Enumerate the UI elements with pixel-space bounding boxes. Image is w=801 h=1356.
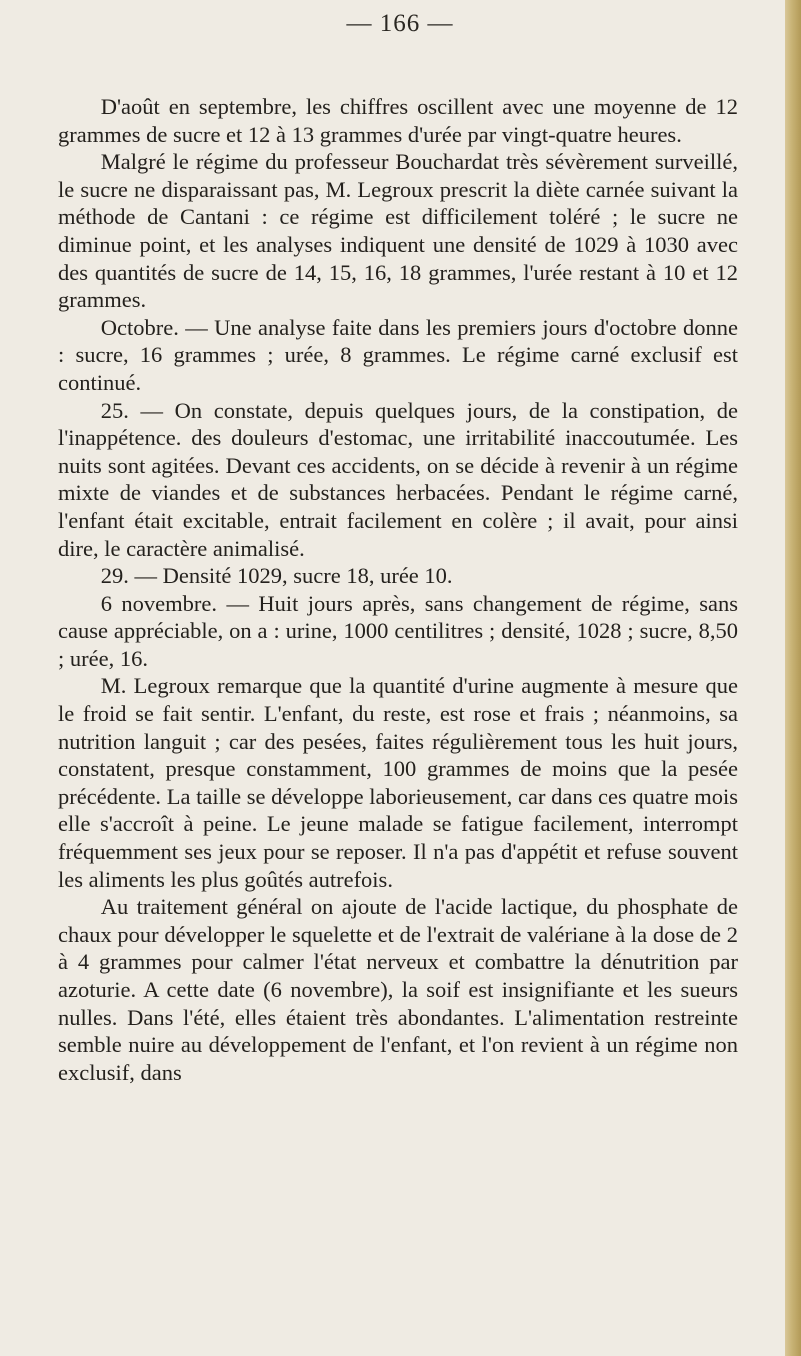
paragraph: Au traitement général on ajoute de l'acide lactique, du phosphate de chaux pour développer le squelette et de l'extrait de valériane à la dose de 2 à 4 grammes pour calmer l'état nerveux et combattre la dénutrition par azoturie. A cette date (6 novembre), la soif est insignifiante et les sueurs nulles. Dans l'été, elles étaient très abondantes. L'alimentation restreinte semble nuire au développement de l'enfant, et l'on revient à un régime non exclusif, dans <box>58 894 738 1085</box>
paragraph: 6 novembre. — Huit jours après, sans changement de régime, sans cause appréciable, on a : urine, 1000 centilitres ; densité, 1028 ; sucre, 8,50 ; urée, 16. <box>58 590 738 671</box>
paragraph: 25. — On constate, depuis quelques jours, de la constipation, de l'inappétence. des douleurs d'estomac, une irritabilité inaccoutumée. Les nuits sont agitées. Devant ces accidents, on se décide à revenir à un régime mixte de viandes et de substances herbacées. Pendant le régime carné, l'enfant était excitable, entrait facilement en colère ; il avait, pour ainsi dire, le caractère animalisé. <box>58 397 738 561</box>
paragraph: Octobre. — Une analyse faite dans les premiers jours d'octobre donne : sucre, 16 grammes ; urée, 8 grammes. Le régime carné exclusif est continué. <box>58 314 738 395</box>
page-number: — 166 — <box>346 10 454 37</box>
paragraph: M. Legroux remarque que la quantité d'urine augmente à mesure que le froid se fait sentir. L'enfant, du reste, est rose et frais ; néanmoins, sa nutrition languit ; car des pesées, faites régulièrement tous les huit jours, constatent, presque constamment, 100 grammes de moins que la pesée précédente. La taille se développe laborieusement, car dans ces quatre mois elle s'accroît à peine. Le jeune malade se fatigue facilement, interrompt fréquemment ses jeux pour se reposer. Il n'a pas d'appétit et refuse souvent les aliments les plus goûtés autrefois. <box>58 673 738 892</box>
paragraph: Malgré le régime du professeur Bouchardat très sévèrement surveillé, le sucre ne disparaissant pas, M. Legroux prescrit la diète carnée suivant la méthode de Cantani : ce régime est difficilement toléré ; le sucre ne diminue point, et les analyses indiquent une densité de 1029 à 1030 avec des quantités de sucre de 14, 15, 16, 18 grammes, l'urée restant à 10 et 12 grammes. <box>58 149 738 313</box>
paragraph: D'août en septembre, les chiffres oscillent avec une moyenne de 12 grammes de sucre et 12 à 13 grammes d'urée par vingt-quatre heures. <box>58 94 738 147</box>
paragraph: 29. — Densité 1029, sucre 18, urée 10. <box>100 563 453 589</box>
body-text <box>58 93 738 1086</box>
page-edge <box>785 0 801 1356</box>
